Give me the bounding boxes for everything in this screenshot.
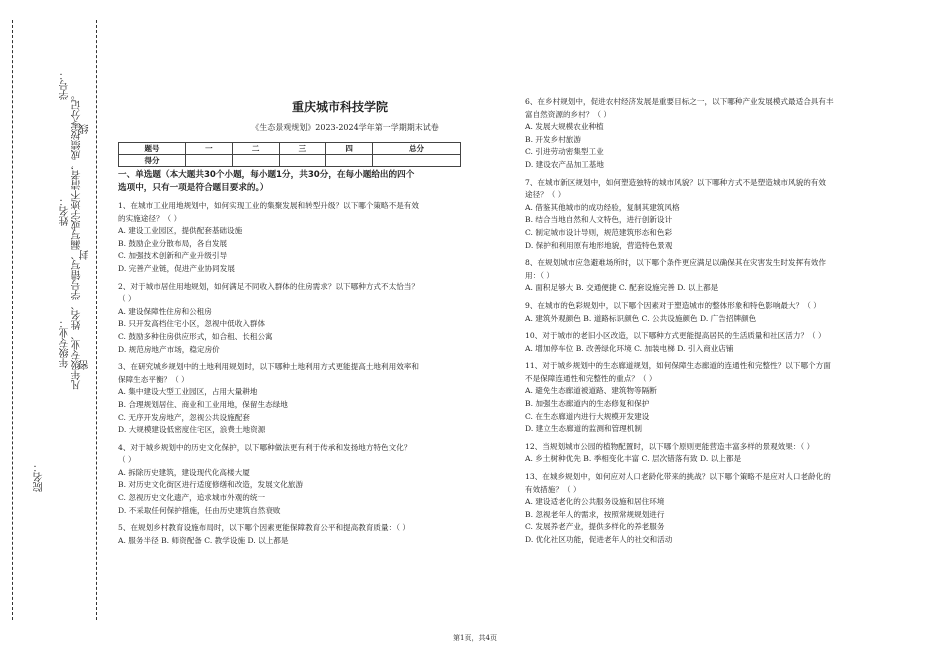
answer-option: D. 不采取任何保护措施，任由历史建筑自然衰败 [118, 505, 281, 515]
answer-option: B. 鼓励企业分散布局，各自发展 [118, 238, 228, 248]
score-header-cell: 二 [232, 143, 279, 155]
answer-option: C. 忽视历史文化遗产，追求城市外观的统一 [118, 493, 266, 503]
score-cell [279, 155, 326, 167]
answer-option: C. 无序开发房地产，忽视公共设施配套 [118, 412, 250, 422]
question-block [118, 361, 468, 437]
score-table [118, 142, 461, 167]
score-header-cell: 题号 [119, 143, 186, 155]
right-question-list [525, 96, 870, 547]
answer-option: A. 建筑外观颜色 B. 道路标识颜色 C. 公共设施颜色 D. 广告招牌颜色 [525, 313, 757, 323]
question-text: 7、在城市新区规划中，如何塑造独特的城市风貌？以下哪种方式不是塑造城市风貌的有效 [525, 177, 826, 187]
answer-option: B. 开发乡村旅游 [525, 134, 581, 144]
answer-option: B. 只开发高档住宅小区，忽视中低收入群体 [118, 319, 266, 329]
major-label: 年级专业： [60, 318, 71, 368]
answer-option: A. 拆除历史建筑，建设现代化高楼大厦 [118, 467, 250, 477]
question-text: 8、在规划城市应急避难场所时，以下哪个条件更应满足以确保其在灾害发生时发挥有效作 [525, 258, 826, 268]
left-column [118, 169, 468, 547]
answer-option: D. 建立生态廊道的监测和管理机制 [525, 424, 642, 434]
question-block [525, 257, 870, 295]
score-header-cell: 一 [186, 143, 233, 155]
right-column [525, 96, 870, 547]
question-block [118, 281, 468, 357]
answer-option: D. 完善产业链，促进产业协同发展 [118, 263, 235, 273]
question-text: 11、对于城乡规划中的生态廊道规划，如何保障生态廊道的连通性和完整性？以下哪个方面 [525, 361, 831, 371]
score-cell [232, 155, 279, 167]
score-header-cell: 总分 [373, 143, 461, 155]
answer-option: A. 借鉴其他城市的成功经验，复制其建筑风格 [525, 202, 680, 212]
seal-line-inner [12, 20, 13, 620]
score-header-row [119, 143, 461, 155]
left-question-list [118, 200, 468, 547]
answer-option: C. 制定城市设计导则，规范建筑形态和色彩 [525, 227, 673, 237]
answer-option: D. 建设农产品加工基地 [525, 159, 604, 169]
score-value-row [119, 155, 461, 167]
name-label: 姓名： [60, 196, 71, 226]
question-text: 10、对于城市的老旧小区改造，以下哪种方式更能提高居民的生活质量和社区活力？（ ） [525, 331, 826, 341]
question-text: 1、在城市工业用地规划中，如何实现工业的集聚发展和转型升级？以下哪个策略不是有效 [118, 201, 419, 210]
question-block [118, 442, 468, 518]
question-text: （ ） [118, 294, 136, 304]
question-block [525, 177, 870, 253]
answer-option: B. 合理规划居住、商业和工业用地，保留生态绿地 [118, 399, 288, 409]
question-block [118, 200, 468, 276]
question-text: 不是保障连通性和完整性的重点？（ ） [525, 373, 657, 383]
seal-line-outer [96, 20, 97, 620]
question-text: 4、对于城乡规划中的历史文化保护，以下哪种做法更有利于传承和发扬地方特色文化？ [118, 442, 412, 452]
answer-option: C. 在生态廊道内进行大规模开发建设 [525, 411, 650, 421]
exam-school-title: 重庆城市科技学院 [291, 100, 388, 114]
answer-option: A. 增加停车位 B. 改善绿化环境 C. 加装电梯 D. 引入商业店铺 [525, 343, 734, 353]
question-block [525, 471, 870, 547]
question-block [525, 300, 870, 325]
answer-option: D. 优化社区功能，促进老年人的社交和活动 [525, 535, 673, 544]
answer-option: A. 服务半径 B. 师资配备 C. 教学设施 D. 以上都是 [118, 535, 289, 545]
answer-option: A. 避免生态廊道被道路、建筑物等隔断 [525, 386, 657, 396]
question-block [525, 441, 870, 466]
section-heading-line: 选项中，只有一项是符合题目要求的。） [118, 183, 269, 193]
score-cell [373, 155, 461, 167]
question-text: 5、在规划乡村教育设施布局时，以下哪个因素更能保障教育公平和提高教育质量：（ ） [118, 523, 411, 533]
question-text: （ ） [118, 455, 136, 465]
question-text: 2、对于城市居住用地规划，如何满足不同收入群体的住房需求？以下哪种方式不太恰当？ [118, 281, 419, 291]
answer-option: D. 大规模建设低密度住宅区，浪费土地资源 [118, 425, 266, 435]
exam-subtitle: 《生态景观规划》2023-2024学年第一学期期末试卷 [251, 123, 439, 132]
answer-option: B. 对历史文化街区进行适度修缮和改造，发展文化旅游 [118, 480, 304, 490]
question-text: 3、在研究城乡规划中的土地利用规划时，以下哪种土地利用方式更能提高土地利用效率和 [118, 362, 419, 372]
answer-option: C. 引进劳动密集型工业 [525, 147, 604, 157]
question-text: 富自然资源的乡村？（ ） [525, 109, 611, 119]
answer-option: A. 建设工业园区，提供配套基础设施 [118, 226, 243, 236]
answer-option: A. 面积足够大 B. 交通便捷 C. 配套设施完善 D. 以上都是 [525, 283, 719, 293]
question-block [525, 360, 870, 436]
answer-option: A. 建设适老化的公共服务设施和居住环境 [525, 497, 665, 507]
answer-option: B. 加强生态廊道内的生态修复和保护 [525, 399, 650, 409]
section-heading-line: 一、单选题（本大题共30个小题，每小题1分，共30分，在每小题给出的四个 [118, 170, 415, 180]
score-row-label: 得分 [119, 155, 186, 167]
score-cell [326, 155, 373, 167]
question-block [525, 96, 870, 172]
answer-option: B. 结合当地自然和人文特色，进行创新设计 [525, 215, 673, 225]
answer-option: B. 忽视老年人的需求，按照常规规划进行 [525, 509, 665, 519]
answer-option: A. 乡土树种优先 B. 季相变化丰富 C. 层次错落有致 D. 以上都是 [525, 454, 742, 464]
school-label: 院名： [34, 462, 45, 492]
question-text: 有效措施？（ ） [525, 484, 581, 494]
question-text: 12、当规划城市公园的植物配置时，以下哪个原则更能营造丰富多样的景观效果：（ ） [525, 441, 815, 451]
seal-mark-mi: 密 [80, 360, 91, 370]
answer-option: C. 发展养老产业，提供多样化的养老服务 [525, 522, 665, 532]
notice-text: 凡年级专业、姓名、学号错写、漏写或字迹不清者，成绩按零分记。 [72, 90, 83, 390]
question-text: 的实施途径？（ ） [118, 213, 182, 223]
answer-option: D. 保护和利用原有地形地貌，营造特色景观 [525, 240, 673, 250]
binding-margin [0, 0, 108, 672]
score-header-cell: 三 [279, 143, 326, 155]
student-id-label: 学号： [60, 70, 71, 100]
answer-option: A. 建设保障性住房和公租房 [118, 306, 212, 316]
question-text: 13、在城乡规划中，如何应对人口老龄化带来的挑战？以下哪个策略不是应对人口老龄化的 [525, 472, 831, 482]
question-text: 9、在城市的色彩规划中，以下哪个因素对于塑造城市的整体形象和特色影响最大？（ ） [525, 300, 821, 310]
score-cell [186, 155, 233, 167]
score-header-cell: 四 [326, 143, 373, 155]
page-number: 第1页，共4页 [453, 634, 497, 642]
answer-option: A. 集中建设大型工业园区，占用大量耕地 [118, 387, 258, 397]
question-block [525, 330, 870, 355]
seal-mark-xian: 线 [80, 124, 91, 134]
question-block [118, 522, 468, 547]
question-text: 6、在乡村规划中，促进农村经济发展是重要目标之一，以下哪种产业发展模式最适合具有丰 [525, 97, 834, 106]
seal-mark-feng: 封 [80, 250, 91, 260]
answer-option: A. 发展大规模农业种植 [525, 122, 604, 132]
answer-option: C. 加强技术创新和产业升级引导 [118, 251, 228, 261]
answer-option: C. 鼓励多种住房供应形式，如合租、长租公寓 [118, 331, 273, 341]
question-text: 途径？（ ） [525, 190, 566, 200]
question-text: 保障生态平衡？（ ） [118, 374, 189, 384]
section-heading [118, 169, 468, 195]
answer-option: D. 规范房地产市场，稳定房价 [118, 344, 220, 354]
question-text: 用：（ ） [525, 270, 554, 280]
